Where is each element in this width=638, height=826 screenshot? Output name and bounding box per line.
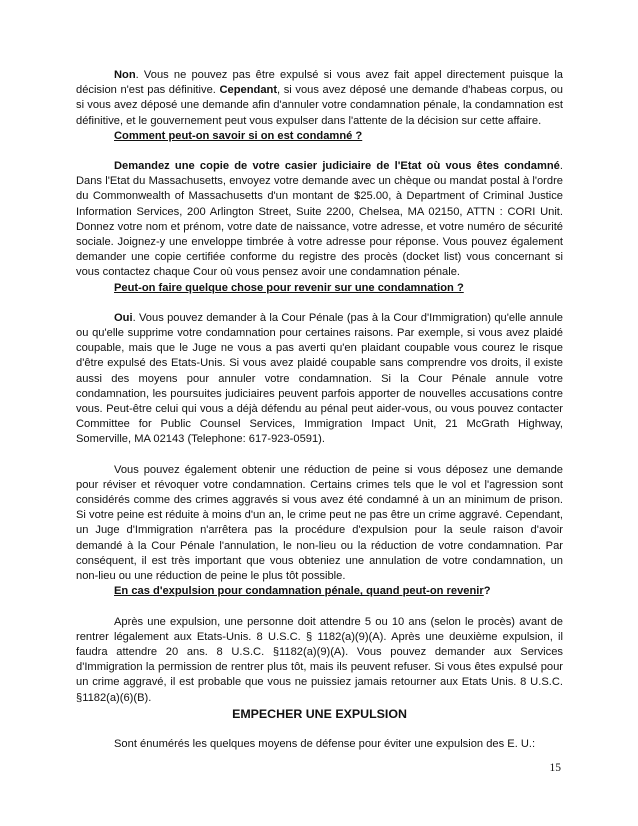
- question-text: En cas d'expulsion pour condamnation pénale, quand peut-on revenir: [114, 585, 484, 598]
- paragraph-text: . Vous ne pouvez pas être expulsé si vous avez fait appel directement puisque la décision n'est pas définitive.: [76, 69, 563, 97]
- paragraph-appeal-status: [76, 68, 563, 129]
- paragraph-emphasis: Cependant: [219, 84, 278, 97]
- paragraph-sentence-reduction: Vous pouvez également obtenir une réduction de peine si vous déposez une demande pour réviser et révoquer votre condamnation. Certains crimes tels que le vol et l'agression sont considérés comme des crimes aggravés si vous avez été condamné à un an minimum de prison. Si votre peine est réduite à moins d'un an, le crime peut ne pas être un crime aggravé. Cependant, un Juge d'Immigration n'arrêtera pas la procédure d'expulsion pour la seule raison d'avoir demandé à la Cour Pénale l'annulation, le non-lieu ou la réduction de votre condamnation. Par conséquent, il est très important que vous obteniez une annulation de votre condamnation, un non-lieu ou une réduction de peine le plus tôt possible.: [76, 463, 563, 583]
- paragraph-text: , si vous avez déposé une demande d'habeas corpus, ou si vous avez déposé une demande afin d'annuler votre condamnation pénale, la condamnation est définitive, et le gouvernement peut vous expulser dans l'attente de la décision sur cette affaire.: [76, 84, 563, 127]
- paragraph-lead: Demandez une copie de votre casier judiciaire de l'Etat où vous êtes condamné: [114, 160, 560, 173]
- paragraph-lead: Non: [114, 69, 136, 81]
- paragraph-reentry: Après une expulsion, une personne doit attendre 5 ou 10 ans (selon le procès) avant de rentrer légalement aux Etats-Unis. 8 U.S.C. § 1182(a)(9)(A). Après une deuxième expulsion, il faudra attendre 20 ans. 8 U.S.C. §1182(a)(9)(A). Vous pouvez demander aux Services d'Immigration la permission de rentrer plus tôt, mais ils peuvent refuser. Si vous êtes expulsé pour un crime aggravé, il est probable que vous ne puissiez jamais retourner aux Etats Unis. 8 U.S.C. §1182(a)(6)(B).: [76, 615, 563, 704]
- paragraph-criminal-record: [76, 159, 563, 281]
- paragraph-lead: Oui: [114, 311, 133, 324]
- page-number: 15: [549, 762, 561, 774]
- paragraph-text: . Dans l'Etat du Massachusetts, envoyez votre demande avec un chèque ou mandat postal à l'ordre du Commonwealth of Massachusetts d'un montant de $25.00, à Department of Criminal Justice Information Services, 200 Arlington Street, Suite 2200, Chelsea, MA 02150, ATTN : CORI Unit. Donnez votre nom et prénom, votre date de naissance, votre adresse, et votre numéro de sécurité sociale. Joignez-y une enveloppe timbrée à votre adresse pour réponse. Vous pouvez également demander une copie certifiée conforme du registre des procès (docket list) vous concernant si vous contactez chaque Cour où vous pensez avoir une condamnation pénale.: [76, 160, 563, 279]
- paragraph-text: . Vous pouvez demander à la Cour Pénale (pas à la Cour d'Immigration) qu'elle annule ou qu'elle supprime votre condamnation pour certaines raisons. Par exemple, si vous avez plaidé coupable, mais que le Juge ne vous a pas averti qu'en plaidant coupable vous courez le risque d'être expulsé des Etats-Unis. Si vous avez plaidé coupable sans comprendre vos droits, il existe aussi des moyens pour annuler votre condamnation. Si la Cour Pénale annule votre condamnation, les poursuites judiciaires peuvent parfois apporter de nouvelles accusations contre vous. Peut-être celui qui vous a déjà défendu au pénal peut aider-vous, ou vous pouvez contacter Committee for Public Counsel Services, Immigration Impact Unit, 21 McGrath Highway, Somerville, MA 02143 (Telephone: 617-923-0591).: [76, 311, 563, 446]
- question-heading: Comment peut-on savoir si on est condamné ?: [114, 129, 363, 142]
- question-heading: Peut-on faire quelque chose pour revenir sur une condamnation ?: [114, 281, 464, 294]
- page-body: [76, 68, 563, 752]
- paragraph-vacate-conviction: [76, 311, 563, 448]
- question-heading: [76, 584, 563, 599]
- question-mark: ?: [483, 585, 491, 598]
- section-title: EMPECHER UNE EXPULSION: [232, 706, 407, 721]
- paragraph-defenses-intro: Sont énumérés les quelques moyens de défense pour éviter une expulsion des E. U.:: [114, 737, 536, 750]
